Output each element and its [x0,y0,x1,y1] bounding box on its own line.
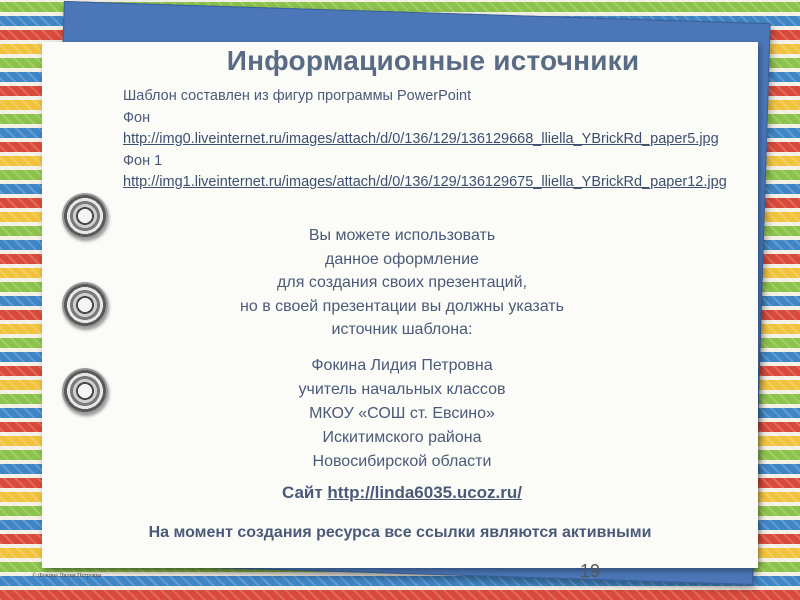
usage-line: источник шаблона: [331,321,473,338]
sources-block [123,86,743,194]
copyright-text: © Фокина Лидия Петровна [32,573,102,579]
page-number: 19 [580,561,601,581]
ring-icon [62,193,108,239]
usage-line: для создания своих презентаций, [277,274,527,291]
fon-label: Фон [123,109,151,126]
slide-title: Информационные источники [226,45,640,76]
author-line: МКОУ «СОШ ст. Евсино» [309,404,495,422]
fon-link[interactable]: http://img0.liveinternet.ru/images/attach/d/0/136/129/136129668_lliella_YBrickRd_paper5.jpg [123,131,719,147]
links-note: На момент создания ресурса все ссылки являются активными [148,524,652,541]
site-line [150,483,654,503]
author-line: Фокина Лидия Петровна [311,356,493,374]
fon1-label: Фон 1 [123,152,163,169]
usage-line: но в своей презентации вы должны указать [240,297,564,315]
usage-line: Вы можете использовать [308,227,496,244]
author-block [150,354,654,474]
author-line: учитель начальных классов [298,380,506,398]
author-line: Новосибирской области [312,452,492,470]
usage-block [150,224,654,474]
template-source-text: Шаблон составлен из фигур программы PowerPoint [123,88,472,104]
usage-line: данное оформление [325,250,479,268]
ring-icon [62,282,108,328]
site-link[interactable]: http://linda6035.ucoz.ru/ [327,483,523,502]
site-label: Сайт [281,483,323,502]
ring-icon [62,368,108,414]
author-line: Искитимского района [322,428,482,446]
fon1-link[interactable]: http://img1.liveinternet.ru/images/attach/d/0/136/129/136129675_lliella_YBrickRd_paper12.jpg [123,174,727,190]
